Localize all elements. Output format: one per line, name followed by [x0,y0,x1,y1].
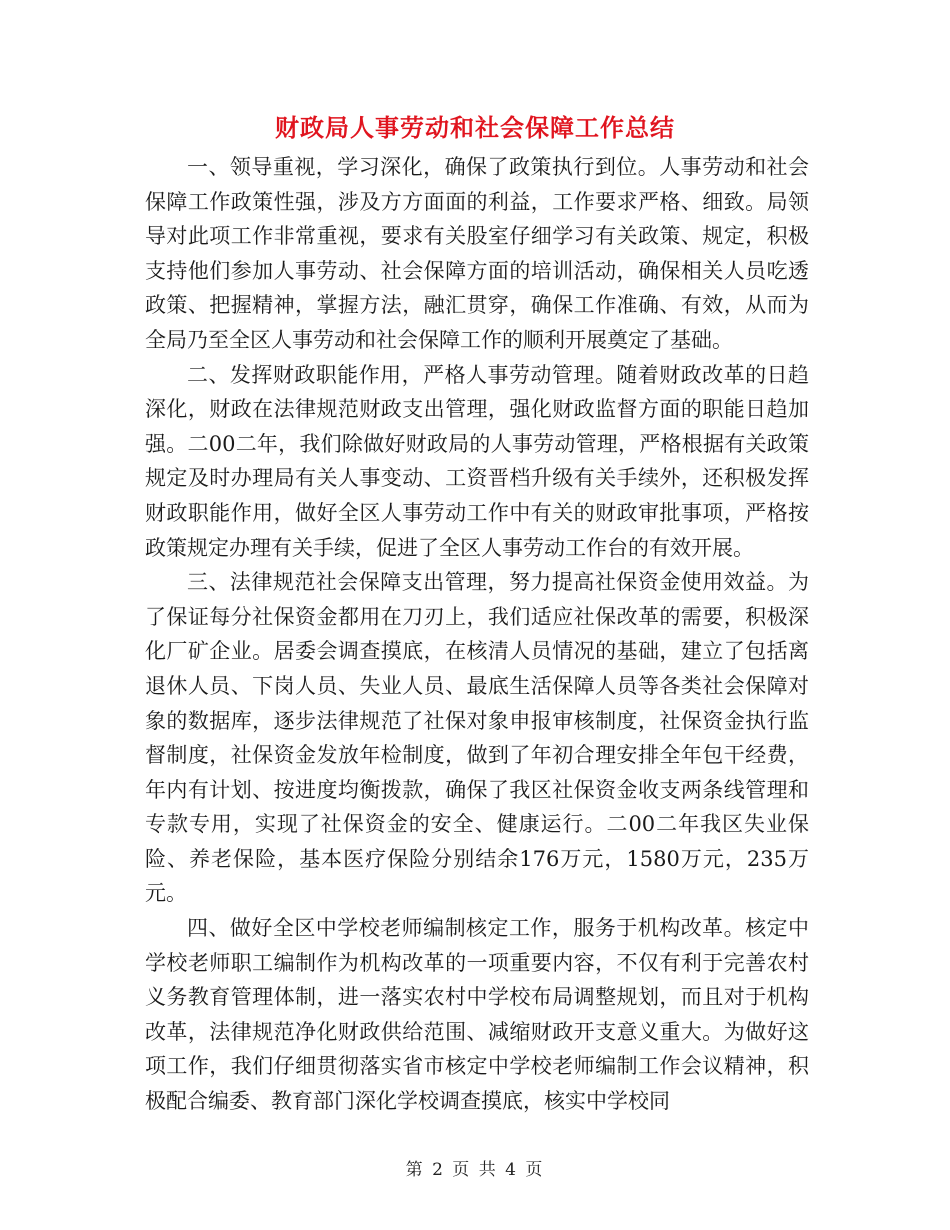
paragraph-3: 三、法律规范社会保障支出管理，努力提高社保资金使用效益。为了保证每分社保资金都用在刀刃上，我们适应社保改革的需要，积极深化厂矿企业。居委会调查摸底，在核清人员情况的基础，建立了包括离退休人员、下岗人员、失业人员、最底生活保障人员等各类社会保障对象的数据库，逐步法律规范了社保对象申报审核制度，社保资金执行监督制度，社保资金发放年检制度，做到了年初合理安排全年包干经费，年内有计划、按进度均衡拨款，确保了我区社保资金收支两条线管理和专款专用，实现了社保资金的安全、健康运行。二00二年我区失业保险、养老保险，基本医疗保险分别结余176万元，1580万元，235万元。 [145,570,809,906]
paragraph-2: 二、发挥财政职能作用，严格人事劳动管理。随着财政改革的日趋深化，财政在法律规范财政支出管理，强化财政监督方面的职能日趋加强。二00二年，我们除做好财政局的人事劳动管理，严格根据有关政策规定及时办理局有关人事变动、工资晋档升级有关手续外，还积极发挥财政职能作用，做好全区人事劳动工作中有关的财政审批事项，严格按政策规定办理有关手续，促进了全区人事劳动工作台的有效开展。 [145,362,809,560]
page-footer: 第 2 页 共 4 页 [405,1160,545,1180]
paragraph-1: 一、领导重视，学习深化，确保了政策执行到位。人事劳动和社会保障工作政策性强，涉及方方面面的利益，工作要求严格、细致。局领导对此项工作非常重视，要求有关股室仔细学习有关政策、规定，积极支持他们参加人事劳动、社会保障方面的培训活动，确保相关人员吃透政策、把握精神，掌握方法，融汇贯穿，确保工作准确、有效，从而为全局乃至全区人事劳动和社会保障工作的顺利开展奠定了基础。 [145,155,809,352]
document-title: 财政局人事劳动和社会保障工作总结 [275,113,675,142]
paragraph-4: 四、做好全区中学校老师编制核定工作，服务于机构改革。核定中学校老师职工编制作为机构改革的一项重要内容，不仅有利于完善农村义务教育管理体制，进一落实农村中学校布局调整规划，而且对于机构改革，法律规范净化财政供给范围、减缩财政开支意义重大。为做好这项工作，我们仔细贯彻落实省市核定中学校老师编制工作会议精神，积极配合编委、教育部门深化学校调查摸底，核实中学校同 [145,916,809,1114]
document-body [145,150,809,1119]
